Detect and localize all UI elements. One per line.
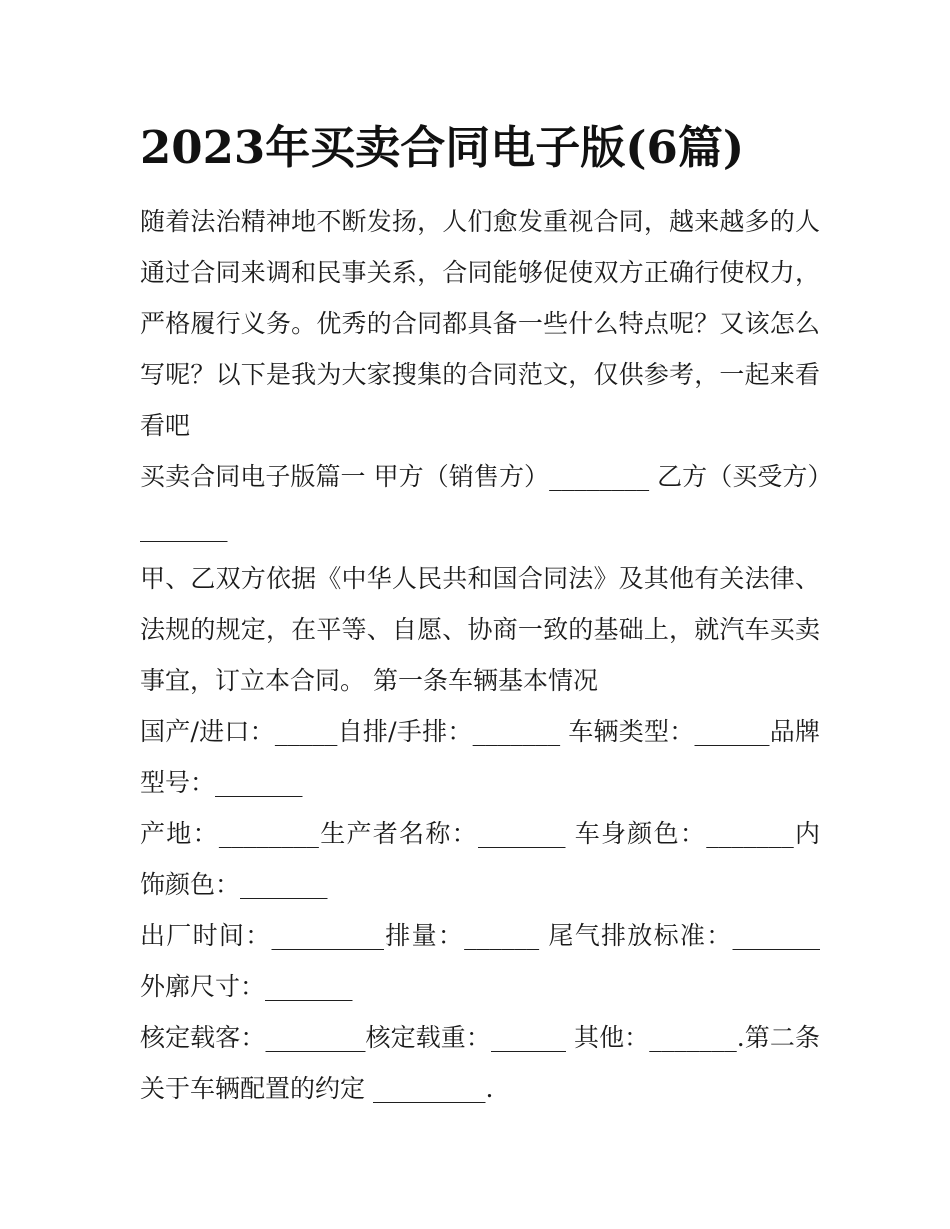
document-body <box>140 196 820 1114</box>
vehicle-origin-line: 国产/进口：_____自排/手排：_______ 车辆类型：______品牌型号：_______ <box>140 717 820 797</box>
vehicle-producer-line: 产地：________生产者名称：_______ 车身颜色：_______内饰颜色：_______ <box>140 819 820 899</box>
intro-paragraph: 随着法治精神地不断发扬，人们愈发重视合同，越来越多的人通过合同来调和民事关系，合同能够促使双方正确行使权力，严格履行义务。优秀的合同都具备一些什么特点呢？又该怎么写呢？以下是我为大家搜集的合同范文，仅供参考，一起来看看吧 <box>140 207 820 440</box>
vehicle-manufacture-line: 出厂时间：_________排量：______ 尾气排放标准：_______外廓尺寸：_______ <box>140 921 820 1001</box>
contract-basis-paragraph: 甲、乙双方依据《中华人民共和国合同法》及其他有关法律、法规的规定，在平等、自愿、协商一致的基础上，就汽车买卖事宜，订立本合同。 第一条车辆基本情况 <box>140 564 820 695</box>
document-title: 2023年买卖合同电子版(6篇) <box>140 121 745 174</box>
contract-parties-paragraph: 买卖合同电子版篇一 甲方（销售方）________ 乙方（买受方）_______ <box>140 462 820 542</box>
vehicle-capacity-line: 核定载客：________核定载重：______ 其他：_______.第二条关于车辆配置的约定 _________. <box>140 1023 820 1103</box>
